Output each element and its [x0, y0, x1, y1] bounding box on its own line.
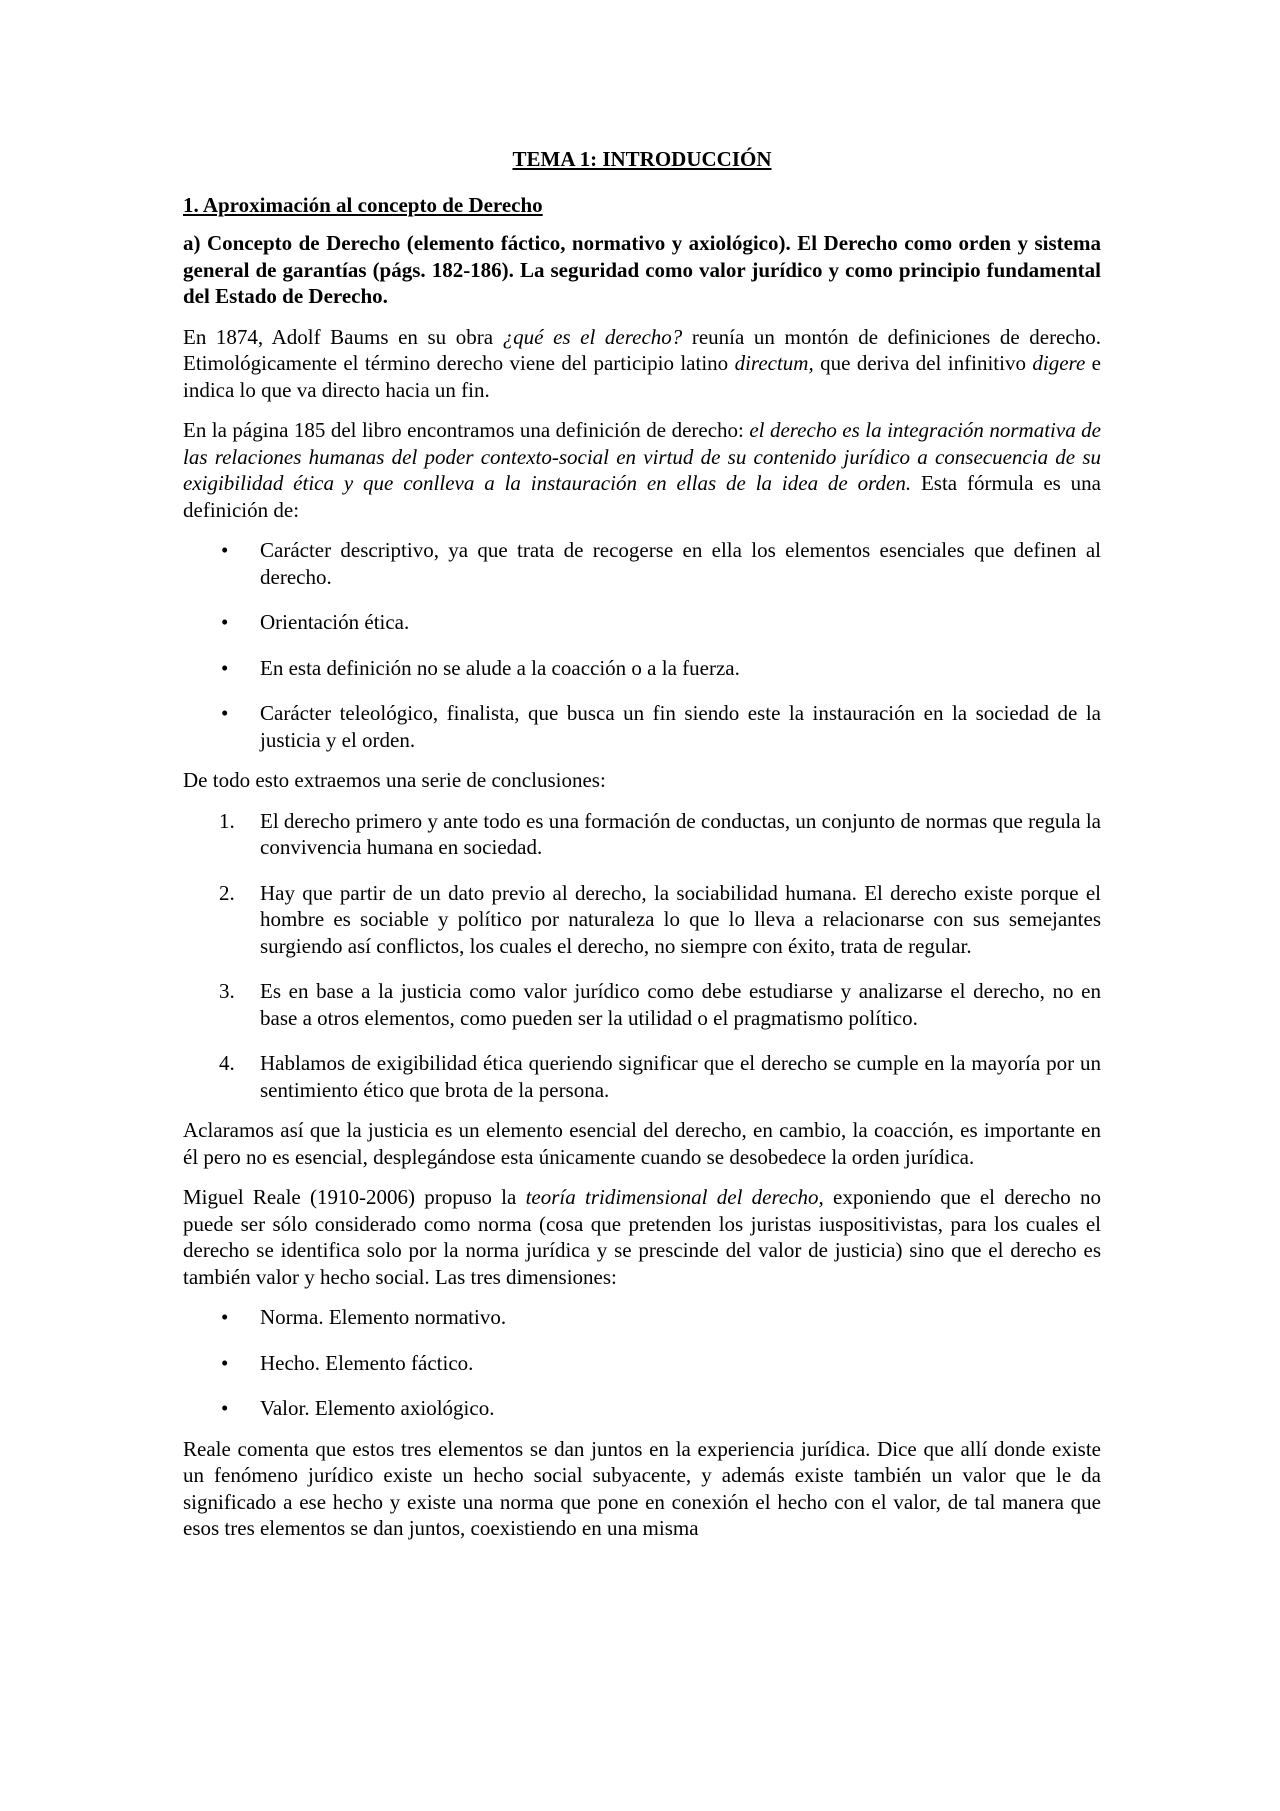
paragraph-definition — [183, 417, 1101, 523]
paragraph-justice: Aclaramos así que la justicia es un elemento esencial del derecho, en cambio, la coacción, es importante en él pero no es esencial, desplegándose esta únicamente cuando se desobedece la orden jurídica. — [183, 1118, 1101, 1169]
text-run: e indica lo que va directo hacia un fin. — [183, 351, 1101, 402]
bullet-marker: • — [221, 655, 229, 680]
paragraph-etymology — [183, 324, 1101, 404]
text-run: Miguel Reale (1910-2006) propuso la — [183, 1185, 526, 1209]
conclusions-list — [183, 808, 1101, 1104]
bullet-marker: • — [221, 1305, 229, 1329]
bullet-marker: • — [221, 610, 229, 634]
list-item-text: Norma. Elemento normativo. — [260, 1305, 507, 1329]
paragraph-reale-theory — [183, 1184, 1101, 1290]
number-marker: 3. — [219, 979, 235, 1003]
bullet-marker: • — [221, 538, 229, 562]
italic-run: teoría tridimensional del derecho, — [525, 1185, 824, 1209]
list-item — [183, 808, 1101, 861]
paragraph-conclusions-intro: De todo esto extraemos una serie de conclusiones: — [183, 768, 606, 792]
italic-run: el derecho es la integración normativa de las relaciones humanas del poder contexto-social en virtud de su contenido jurídico a consecuencia de su exigibilidad ética y que conlleva a la instauración en ellas de la idea de orden. — [183, 418, 1101, 495]
list-item-text: En esta definición no se alude a la coacción o a la fuerza. — [260, 655, 740, 680]
document-title: TEMA 1: INTRODUCCIÓN — [512, 147, 772, 171]
bullet-marker: • — [221, 701, 229, 725]
list-item — [183, 655, 1101, 682]
bullet-marker: • — [221, 1396, 229, 1420]
list-item-text: El derecho primero y ante todo es una formación de conductas, un conjunto de normas que regula la convivencia humana en sociedad. — [260, 808, 1101, 859]
italic-run: ¿qué es el derecho? — [502, 324, 683, 349]
definition-characteristics-list — [183, 537, 1101, 753]
paragraph-reale-comment: Reale comenta que estos tres elementos se dan juntos en la experiencia jurídica. Dice que allí donde existe un fenómeno jurídico existe un hecho social subyacente, y además existe también un valor que le da significado a ese hecho y existe una norma que pone en conexión el hecho con el valor, de tal manera que esos tres elementos se dan juntos, coexistiendo en una misma — [183, 1436, 1101, 1540]
list-item — [183, 880, 1101, 960]
number-marker: 4. — [219, 1051, 235, 1075]
italic-run: directum, — [734, 351, 814, 375]
list-item-text: Hecho. Elemento fáctico. — [260, 1350, 474, 1375]
list-item — [183, 1304, 1101, 1331]
list-item-text: Es en base a la justicia como valor jurídico como debe estudiarse y analizarse el derecho, no en base a otros elementos, como pueden ser la utilidad o el pragmatismo político. — [260, 979, 1101, 1030]
list-item-text: Orientación ética. — [260, 610, 410, 634]
text-run: En la página 185 del libro encontramos una definición de derecho: — [183, 418, 750, 442]
list-item-text: Carácter descriptivo, ya que trata de recogerse en ella los elementos esenciales que definen al derecho. — [260, 538, 1101, 589]
number-marker: 2. — [219, 880, 235, 905]
bullet-marker: • — [221, 1350, 229, 1375]
subsection-heading: a) Concepto de Derecho (elemento fáctico, normativo y axiológico). El Derecho como orden y sistema general de garantías (págs. 182-186). La seguridad como valor jurídico y como principio fundamental del Estado de Derecho. — [183, 231, 1101, 308]
text-run: exponiendo que el derecho no puede ser sólo considerado como norma (cosa que pretenden los juristas iuspositivistas, para los cuales el derecho se identifica solo por la norma jurídica y se prescinde del valor de justicia) sino que el derecho es también valor y hecho social. Las tres dimensiones: — [183, 1185, 1101, 1289]
list-item — [183, 1050, 1101, 1103]
list-item — [183, 1395, 1101, 1422]
list-item — [183, 1350, 1101, 1377]
list-item-text: Hablamos de exigibilidad ética queriendo significar que el derecho se cumple en la mayoría por un sentimiento ético que brota de la persona. — [260, 1051, 1101, 1102]
list-item — [183, 537, 1101, 590]
list-item — [183, 609, 1101, 636]
list-item — [183, 700, 1101, 753]
text-run: que deriva del infinitivo — [813, 351, 1033, 375]
list-item-text: Valor. Elemento axiológico. — [260, 1396, 495, 1420]
section-heading: 1. Aproximación al concepto de Derecho — [183, 193, 543, 217]
text-run: reunía un montón de definiciones de derecho. Etimológicamente el término derecho viene del participio latino — [183, 324, 1101, 375]
number-marker: 1. — [219, 808, 235, 833]
dimensions-list — [183, 1304, 1101, 1422]
list-item — [183, 978, 1101, 1031]
text-run: En 1874, Adolf Baums en su obra — [183, 324, 503, 349]
list-item-text: Carácter teleológico, finalista, que busca un fin siendo este la instauración en la sociedad de la justicia y el orden. — [260, 701, 1101, 752]
list-item-text: Hay que partir de un dato previo al derecho, la sociabilidad humana. El derecho existe porque el hombre es sociable y político por naturaleza lo que lo lleva a relacionarse con sus semejantes surgiendo así conflictos, los cuales el derecho, no siempre con éxito, trata de regular. — [260, 880, 1101, 958]
italic-run: digere — [1032, 351, 1086, 375]
text-run: Esta fórmula es una definición de: — [183, 471, 1101, 522]
